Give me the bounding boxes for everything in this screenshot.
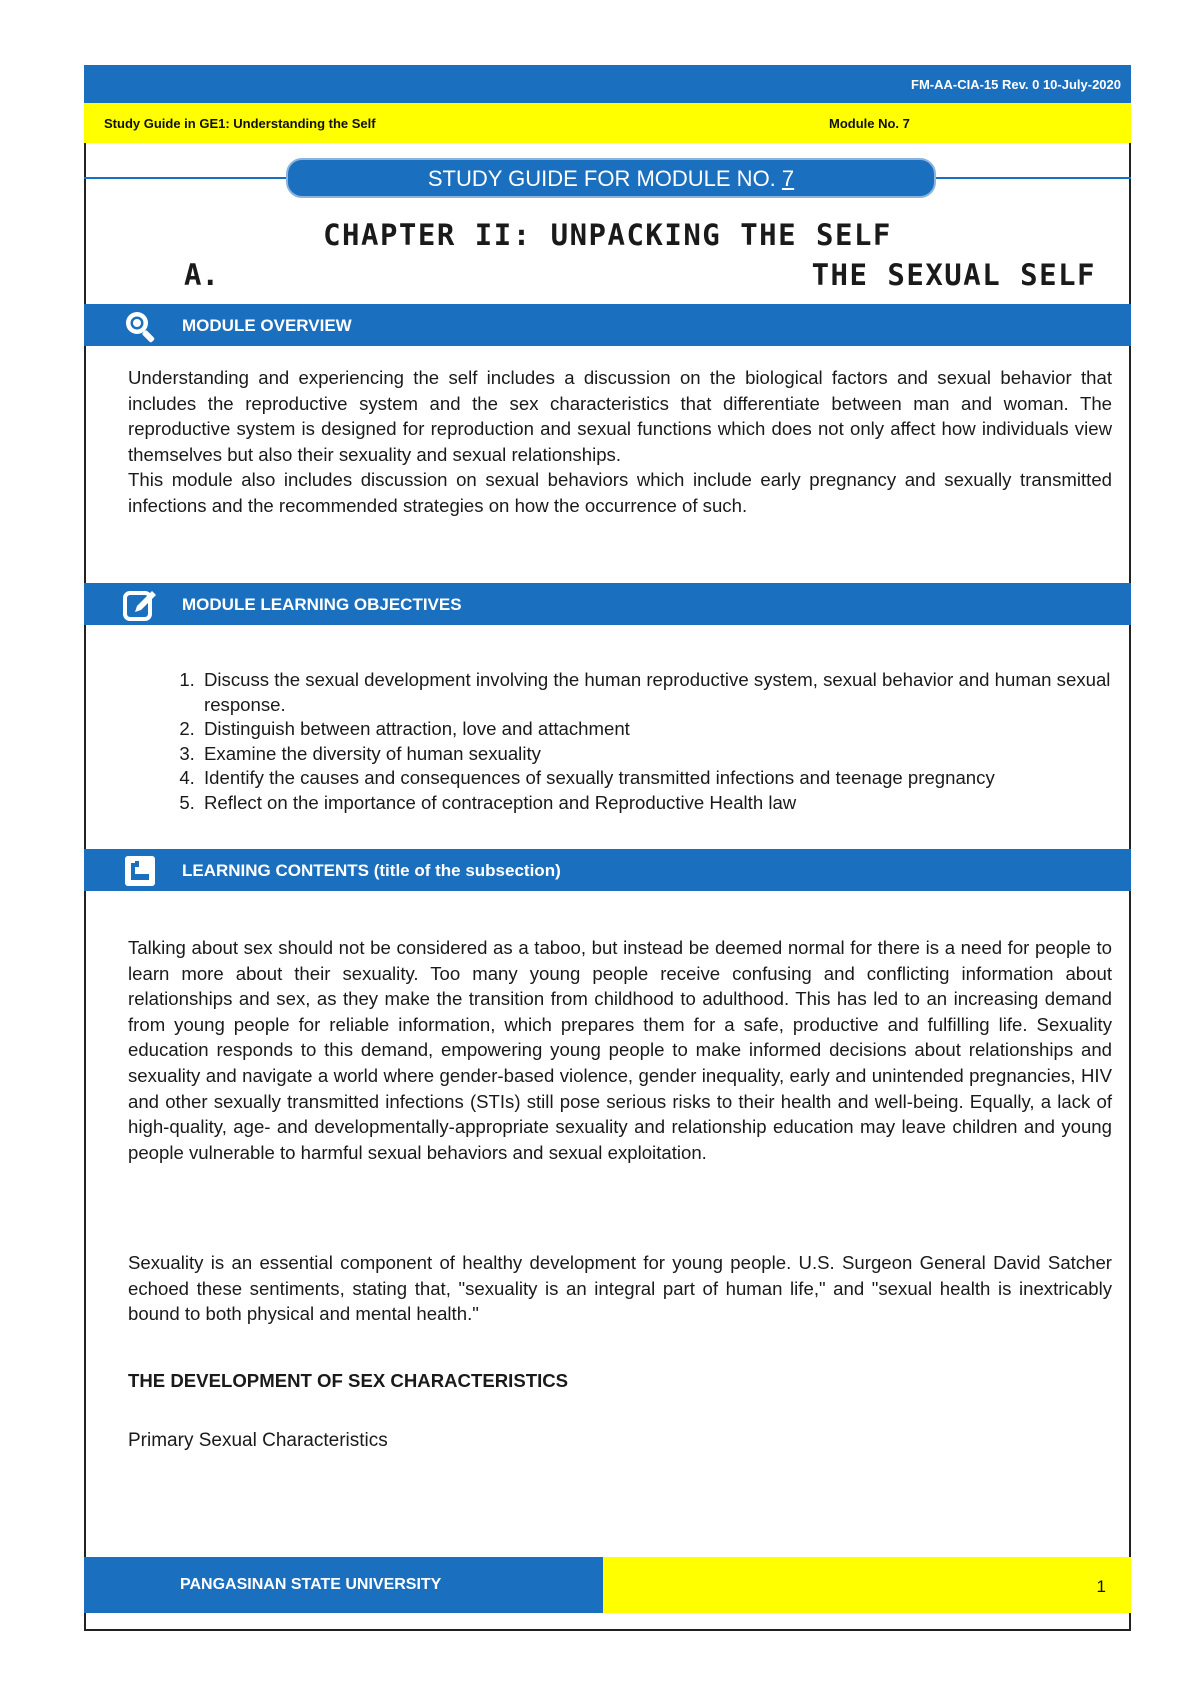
- objective-item: 3. Examine the diversity of human sexuality: [200, 742, 1160, 767]
- page-frame: [84, 65, 1131, 1631]
- chapter-title: CHAPTER II: UNPACKING THE SELF: [323, 218, 892, 252]
- university-name: PANGASINAN STATE UNIVERSITY: [180, 1576, 442, 1593]
- banner-number: 7: [781, 166, 795, 191]
- objectives-header: [84, 583, 1131, 625]
- contents-heading-main: LEARNING CONTENTS: [182, 861, 369, 880]
- section-letter: A.: [184, 258, 219, 292]
- header-course-bar: [84, 103, 1131, 143]
- contents-paragraph-2: Sexuality is an essential component of healthy development for young people. U.S. Surgeon General David Satcher echoed these sentiments, stating that, "sexuality is an integral part of human life," and "sexual health is inextricably bound to both physical and mental health.": [128, 1252, 1112, 1325]
- objective-item: 4. Identify the causes and consequences of sexually transmitted infections and teenage pregnancy: [200, 766, 1160, 791]
- contents-subheading: (title of the subsection): [373, 861, 561, 880]
- page-number: 1: [1096, 1577, 1106, 1596]
- header-top-bar: [84, 65, 1131, 103]
- overview-paragraph: Understanding and experiencing the self includes a discussion on the biological factors and sexual behavior that includes the reproductive system and the sex characteristics that differentiate between man and woman. The reproductive system is designed for reproduction and sexual functions which does not only affect how individuals view themselves but also their sexuality and sexual relationships.: [128, 367, 1112, 465]
- module-banner: [286, 158, 936, 198]
- objective-item: 2. Distinguish between attraction, love and attachment: [200, 717, 1160, 742]
- contents-heading: [182, 861, 561, 881]
- course-title: Study Guide in GE1: Understanding the Self: [104, 116, 376, 131]
- form-code: FM-AA-CIA-15 Rev. 0 10-July-2020: [911, 77, 1121, 92]
- footer-yellow-bar: [603, 1557, 1131, 1613]
- objective-item: 1. Discuss the sexual development involving the human reproductive system, sexual behavior and human sexual response.: [200, 668, 1160, 717]
- banner-prefix: STUDY GUIDE FOR MODULE NO.: [427, 166, 782, 191]
- book-icon: [122, 853, 158, 889]
- contents-header: [84, 849, 1131, 891]
- overview-text: [128, 365, 1112, 519]
- pencil-icon: [122, 587, 158, 623]
- module-number: Module No. 7: [829, 116, 910, 131]
- overview-heading: MODULE OVERVIEW: [182, 316, 352, 335]
- section-title: THE SEXUAL SELF: [811, 258, 1096, 292]
- objectives-list: [160, 668, 1160, 815]
- magnifier-icon: [122, 308, 158, 344]
- overview-header: [84, 304, 1131, 346]
- primary-characteristics-heading: Primary Sexual Characteristics: [128, 1430, 388, 1451]
- development-heading: THE DEVELOPMENT OF SEX CHARACTERISTICS: [128, 1370, 569, 1391]
- objective-item: 5. Reflect on the importance of contraception and Reproductive Health law: [200, 791, 1160, 816]
- contents-paragraph-1: Talking about sex should not be considered as a taboo, but instead be deemed normal for there is a need for people to learn more about their sexuality. Too many young people receive confusing and conflicting information about relationships and sex, as they make the transition from childhood to adulthood. This has led to an increasing demand from young people for reliable information, which prepares them for a safe, productive and fulfilling life. Sexuality education responds to this demand, empowering young people to make informed decisions about relationships and sexuality and navigate a world where gender-based violence, gender inequality, early and unintended pregnancies, HIV and other sexually transmitted infections (STIs) still pose serious risks to their health and well-being. Equally, a lack of high-quality, age- and developmentally-appropriate sexuality and relationship education may leave children and young people vulnerable to harmful sexual behaviors and sexual exploitation.: [128, 937, 1112, 1163]
- overview-paragraph: This module also includes discussion on sexual behaviors which include early pregnancy and sexually transmitted infections and the recommended strategies on how the occurrence of such.: [128, 469, 1112, 516]
- objectives-heading: MODULE LEARNING OBJECTIVES: [182, 595, 462, 614]
